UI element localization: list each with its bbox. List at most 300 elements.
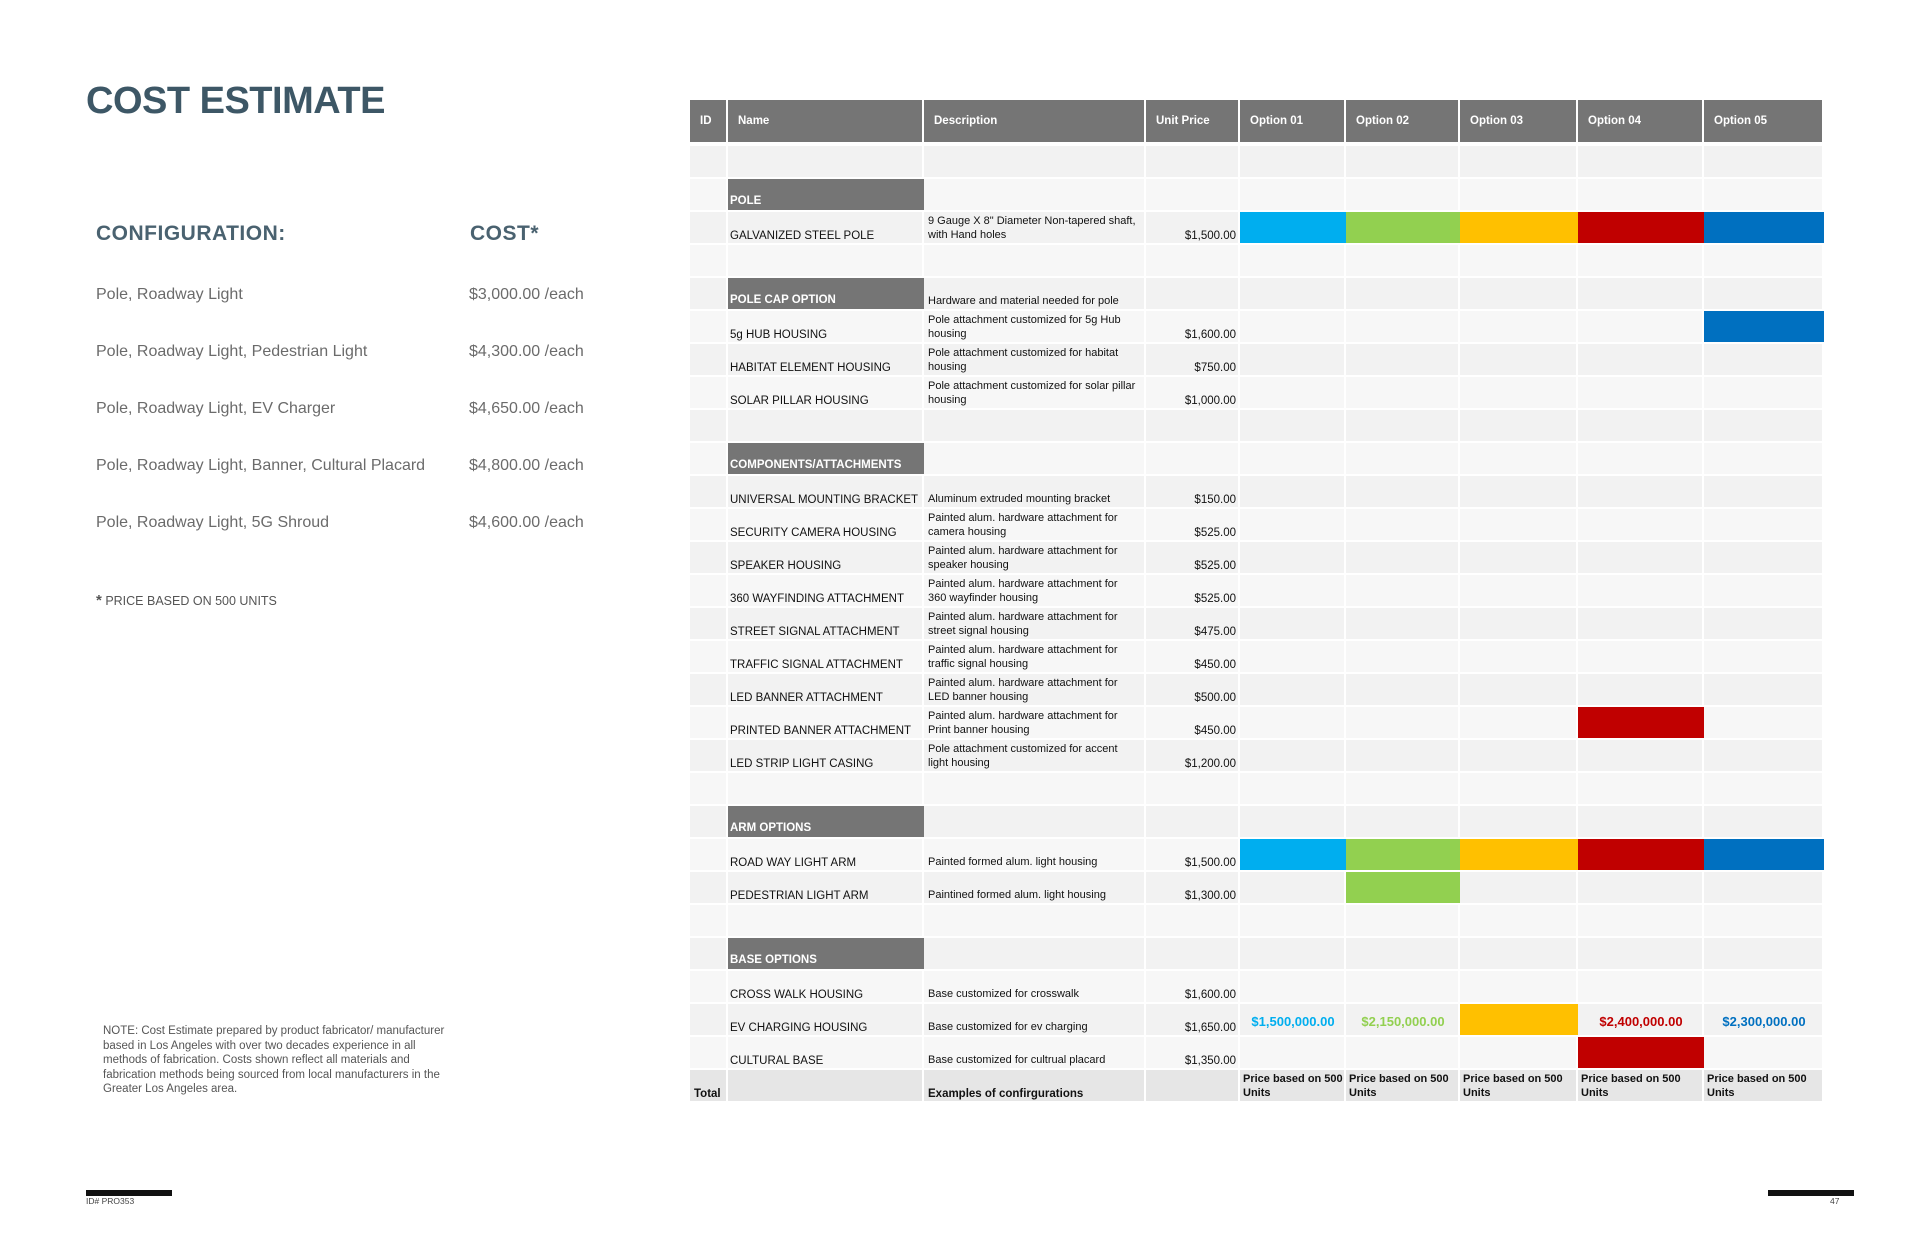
item-description: 9 Gauge X 8" Diameter Non-tapered shaft, with Hand holes [928, 215, 1136, 241]
configuration-price: $4,650.00 /each [469, 400, 584, 417]
item-name: CULTURAL BASE [730, 1055, 824, 1067]
cost-header: COST* [470, 222, 540, 245]
table-cell [1240, 146, 1344, 177]
table-cell [1578, 740, 1702, 771]
table-cell [1346, 509, 1458, 540]
table-cell [1704, 443, 1822, 474]
table-cell [1460, 971, 1576, 1002]
item-description: Pole attachment customized for 5g Hub housing [928, 314, 1121, 340]
table-cell [690, 245, 726, 276]
table-cell [1704, 740, 1822, 771]
item-description: Pole attachment customized for solar pillar housing [928, 380, 1136, 406]
option-4-swatch [1578, 707, 1704, 738]
table-cell [1240, 377, 1344, 408]
item-name: SPEAKER HOUSING [730, 560, 842, 572]
footnote-star: * [96, 592, 102, 609]
table-cell [1578, 773, 1702, 804]
table-cell [1346, 674, 1458, 705]
table-cell [1240, 245, 1344, 276]
option-1-swatch [1240, 839, 1346, 870]
table-cell [1578, 542, 1702, 573]
table-cell [1460, 146, 1576, 177]
option-grand-total: $2,325,000.00 [1477, 1014, 1561, 1029]
item-unit-price: $1,200.00 [1184, 758, 1236, 770]
table-cell [1460, 773, 1576, 804]
table-cell [924, 146, 1144, 177]
document-id: ID# PRO353 [86, 1196, 135, 1206]
table-cell [1346, 344, 1458, 375]
item-unit-price: $450.00 [1194, 659, 1236, 671]
table-cell [1704, 410, 1822, 441]
item-name: HABITAT ELEMENT HOUSING [730, 362, 891, 374]
table-cell [1346, 146, 1458, 177]
table-cell [1460, 311, 1576, 342]
table-row [690, 641, 1824, 674]
section-row [690, 938, 1824, 971]
table-cell [1346, 410, 1458, 441]
spacer-row [690, 905, 1824, 938]
table-cell [1578, 938, 1702, 969]
table-cell [1240, 509, 1344, 540]
item-unit-price: $1,600.00 [1184, 329, 1236, 341]
table-cell [924, 245, 1144, 276]
table-cell [690, 344, 726, 375]
configuration-row [96, 400, 596, 430]
option-3-swatch [1460, 839, 1578, 870]
table-cell [690, 674, 726, 705]
option-5-swatch [1704, 311, 1824, 342]
table-cell [1578, 179, 1702, 210]
table-cell [1346, 179, 1458, 210]
column-header: Description [924, 100, 1146, 142]
table-cell [1578, 146, 1702, 177]
table-cell [924, 773, 1144, 804]
table-cell [1704, 146, 1822, 177]
option-4-swatch [1578, 1037, 1704, 1068]
table-cell [690, 872, 726, 903]
table-cell [1240, 608, 1344, 639]
table-cell [1460, 509, 1576, 540]
table-cell [1704, 938, 1822, 969]
table-cell [690, 212, 726, 243]
table-cell [1704, 278, 1822, 309]
section-title: ARM OPTIONS [728, 806, 924, 837]
item-unit-price: $1,350.00 [1184, 1055, 1236, 1067]
item-description: Aluminum extruded mounting bracket [928, 493, 1111, 505]
item-unit-price: $525.00 [1194, 527, 1236, 539]
table-cell [690, 806, 726, 837]
table-cell [690, 740, 726, 771]
table-cell [1460, 707, 1576, 738]
table-cell [1240, 278, 1344, 309]
table-cell [1240, 905, 1344, 936]
table-cell [690, 509, 726, 540]
table-row [690, 872, 1824, 905]
item-unit-price: $150.00 [1194, 494, 1236, 506]
table-cell [1346, 575, 1458, 606]
table-cell [690, 377, 726, 408]
option-grand-total: $1,500,000.00 [1251, 1014, 1335, 1029]
table-cell [1704, 509, 1822, 540]
column-header: Name [728, 100, 924, 142]
table-cell [924, 443, 1144, 474]
configuration-row [96, 457, 596, 487]
table-cell [1240, 938, 1344, 969]
table-cell [1460, 542, 1576, 573]
configuration-header: CONFIGURATION: [96, 222, 286, 245]
table-cell [1460, 344, 1576, 375]
table-row [690, 608, 1824, 641]
configuration-price: $4,800.00 /each [469, 457, 584, 474]
option-5-swatch [1704, 212, 1824, 243]
table-cell [690, 971, 726, 1002]
table-row [690, 707, 1824, 740]
table-cell [1460, 179, 1576, 210]
option-5-swatch [1704, 839, 1824, 870]
item-unit-price: $450.00 [1194, 725, 1236, 737]
table-cell [1240, 674, 1344, 705]
table-cell [1704, 344, 1822, 375]
table-cell [1578, 278, 1702, 309]
total-label: Total [694, 1088, 721, 1100]
price-footnote [96, 592, 277, 609]
item-description: Painted alum. hardware attachment for traffic signal housing [928, 644, 1118, 670]
item-unit-price: $1,500.00 [1184, 857, 1236, 869]
option-2-swatch [1346, 839, 1460, 870]
table-cell [1346, 971, 1458, 1002]
table-cell [690, 905, 726, 936]
table-row [690, 542, 1824, 575]
table-cell [1704, 872, 1822, 903]
table-cell [690, 410, 726, 441]
table-cell [1704, 773, 1822, 804]
item-name: TRAFFIC SIGNAL ATTACHMENT [730, 659, 903, 671]
item-name: PRINTED BANNER ATTACHMENT [730, 725, 912, 737]
table-cell [1460, 278, 1576, 309]
spacer-row [690, 245, 1824, 278]
table-cell [1460, 1037, 1576, 1068]
table-cell [1578, 674, 1702, 705]
table-cell [1460, 245, 1576, 276]
option-4-swatch [1578, 839, 1704, 870]
column-header: ID [690, 100, 728, 142]
table-cell [1704, 707, 1822, 738]
table-cell [1240, 740, 1344, 771]
table-cell [1460, 674, 1576, 705]
configuration-name: Pole, Roadway Light, 5G Shroud [96, 514, 330, 531]
option-price-note: Price based on 500 Units [1707, 1073, 1807, 1099]
table-cell [1240, 179, 1344, 210]
table-cell [1704, 971, 1822, 1002]
table-cell [1346, 476, 1458, 507]
configuration-name: Pole, Roadway Light, EV Charger [96, 400, 336, 417]
table-cell [1578, 509, 1702, 540]
table-cell [690, 1037, 726, 1068]
table-cell [1578, 245, 1702, 276]
table-cell [924, 938, 1144, 969]
item-name: LED STRIP LIGHT CASING [730, 758, 874, 770]
column-header: Option 04 [1578, 100, 1704, 142]
table-cell [1460, 905, 1576, 936]
section-title: BASE OPTIONS [728, 938, 924, 969]
table-cell [1704, 575, 1822, 606]
table-cell [690, 707, 726, 738]
table-cell [1460, 872, 1576, 903]
table-cell [690, 839, 726, 870]
table-cell [1704, 377, 1822, 408]
table-row [690, 212, 1824, 245]
configuration-price: $3,000.00 /each [469, 286, 584, 303]
table-cell [1704, 806, 1822, 837]
option-price-note: Price based on 500 Units [1349, 1073, 1449, 1099]
table-cell [1578, 971, 1702, 1002]
table-cell [1704, 608, 1822, 639]
table-cell [728, 410, 922, 441]
table-cell [1704, 905, 1822, 936]
item-name: ROAD WAY LIGHT ARM [730, 857, 857, 869]
item-name: SOLAR PILLAR HOUSING [730, 395, 869, 407]
table-cell [1146, 146, 1238, 177]
item-name: STREET SIGNAL ATTACHMENT [730, 626, 900, 638]
table-row [690, 839, 1824, 872]
table-cell [728, 773, 922, 804]
section-description: Hardware and material needed for pole [928, 295, 1119, 307]
table-cell [1460, 575, 1576, 606]
item-description: Painted alum. hardware attachment for Print banner housing [928, 710, 1118, 736]
fabrication-note: NOTE: Cost Estimate prepared by product fabricator/ manufacturer based in Los Angeles with over two decades experience in all methods of fabrication. Costs shown reflect all materials and fabrication methods being sourced from local manufacturers in the Greater Los Angeles area. [103, 1025, 445, 1095]
column-header: Option 01 [1240, 100, 1346, 142]
table-cell [690, 179, 726, 210]
section-title: POLE [728, 179, 924, 210]
page-title: COST ESTIMATE [86, 80, 385, 122]
table-cell [1346, 905, 1458, 936]
table-cell [690, 311, 726, 342]
item-description: Base customized for ev charging [928, 1021, 1088, 1033]
option-grand-total: $2,300,000.00 [1722, 1014, 1806, 1029]
spacer-row [690, 773, 1824, 806]
table-cell [1578, 872, 1702, 903]
table-cell [1240, 971, 1344, 1002]
table-cell [728, 146, 922, 177]
table-cell [1240, 773, 1344, 804]
table-cell [690, 542, 726, 573]
table-cell [1146, 773, 1238, 804]
total-row [690, 1070, 1824, 1103]
table-cell [1146, 245, 1238, 276]
table-cell [924, 806, 1144, 837]
item-description: Painted alum. hardware attachment for street signal housing [928, 611, 1118, 637]
table-row [690, 674, 1824, 707]
table-row [690, 1037, 1824, 1070]
table-cell [1146, 905, 1238, 936]
section-row [690, 443, 1824, 476]
table-cell [1240, 707, 1344, 738]
column-header: Option 02 [1346, 100, 1460, 142]
table-cell [1346, 641, 1458, 672]
item-name: GALVANIZED STEEL POLE [730, 230, 875, 242]
table-cell [690, 476, 726, 507]
option-grand-total: $2,400,000.00 [1599, 1014, 1683, 1029]
item-unit-price: $1,300.00 [1184, 890, 1236, 902]
item-description: Base customized for crosswalk [928, 988, 1079, 1000]
column-header: Option 05 [1704, 100, 1824, 142]
table-cell [1346, 773, 1458, 804]
table-cell [690, 1004, 726, 1035]
table-row [690, 509, 1824, 542]
column-header: Unit Price [1146, 100, 1240, 142]
table-cell [1460, 377, 1576, 408]
option-grand-total: $2,150,000.00 [1361, 1014, 1445, 1029]
table-cell [1146, 278, 1238, 309]
section-row [690, 806, 1824, 839]
table-row [690, 476, 1824, 509]
item-name: PEDESTRIAN LIGHT ARM [730, 890, 869, 902]
option-2-swatch [1346, 212, 1460, 243]
table-cell [1240, 443, 1344, 474]
item-description: Pole attachment customized for habitat housing [928, 347, 1119, 373]
table-cell [1240, 344, 1344, 375]
table-cell [1704, 1037, 1822, 1068]
item-description: Painted alum. hardware attachment for speaker housing [928, 545, 1118, 571]
table-cell [1146, 410, 1238, 441]
table-cell [924, 905, 1144, 936]
spacer-row [690, 410, 1824, 443]
option-4-swatch [1578, 212, 1704, 243]
table-cell [1704, 476, 1822, 507]
configuration-price: $4,600.00 /each [469, 514, 584, 531]
table-cell [690, 575, 726, 606]
section-row [690, 278, 1824, 311]
table-cell [1578, 476, 1702, 507]
table-cell [1346, 443, 1458, 474]
table-cell [1460, 443, 1576, 474]
table-cell [1346, 377, 1458, 408]
table-cell [1240, 410, 1344, 441]
table-cell [1240, 476, 1344, 507]
configuration-row [96, 343, 596, 373]
item-unit-price: $525.00 [1194, 593, 1236, 605]
item-name: SECURITY CAMERA HOUSING [730, 527, 897, 539]
table-cell [924, 410, 1144, 441]
item-unit-price: $1,600.00 [1184, 989, 1236, 1001]
table-cell [1146, 443, 1238, 474]
table-cell [1146, 179, 1238, 210]
item-unit-price: $475.00 [1194, 626, 1236, 638]
table-cell [1578, 905, 1702, 936]
item-description: Painted alum. hardware attachment for 360 wayfinder housing [928, 578, 1118, 604]
table-cell [1704, 674, 1822, 705]
option-price-note: Price based on 500 Units [1243, 1073, 1343, 1099]
table-cell [1460, 410, 1576, 441]
footnote-text: PRICE BASED ON 500 UNITS [101, 594, 277, 608]
option-3-swatch [1460, 212, 1578, 243]
configuration-name: Pole, Roadway Light, Pedestrian Light [96, 343, 368, 360]
table-cell [1346, 707, 1458, 738]
table-cell [1460, 806, 1576, 837]
table-cell [1704, 245, 1822, 276]
column-header: Option 03 [1460, 100, 1578, 142]
table-cell [690, 608, 726, 639]
table-cell [1460, 641, 1576, 672]
item-description: Pole attachment customized for accent light housing [928, 743, 1118, 769]
table-cell [1240, 641, 1344, 672]
option-price-note: Price based on 500 Units [1581, 1073, 1681, 1099]
spacer-row [690, 146, 1824, 179]
table-cell [1460, 476, 1576, 507]
table-cell [690, 938, 726, 969]
table-cell [1578, 311, 1702, 342]
item-unit-price: $525.00 [1194, 560, 1236, 572]
table-cell [1346, 806, 1458, 837]
item-unit-price: $1,500.00 [1184, 230, 1236, 242]
section-title: COMPONENTS/ATTACHMENTS [728, 443, 924, 474]
table-row [690, 377, 1824, 410]
table-cell [1704, 542, 1822, 573]
table-cell [1460, 608, 1576, 639]
item-unit-price: $750.00 [1194, 362, 1236, 374]
configuration-name: Pole, Roadway Light [96, 286, 243, 303]
table-cell [1578, 410, 1702, 441]
table-cell [1240, 1037, 1344, 1068]
table-cell [690, 278, 726, 309]
table-row [690, 740, 1824, 773]
table-cell [1346, 245, 1458, 276]
table-cell [1704, 179, 1822, 210]
table-cell [1146, 806, 1238, 837]
table-row [690, 971, 1824, 1004]
table-cell [728, 1070, 922, 1101]
table-row [690, 311, 1824, 344]
table-cell [1460, 938, 1576, 969]
table-cell [1346, 938, 1458, 969]
option-1-swatch [1240, 212, 1346, 243]
table-cell [1146, 1070, 1238, 1101]
item-description: Painted formed alum. light housing [928, 856, 1098, 868]
item-name: UNIVERSAL MOUNTING BRACKET [730, 494, 919, 506]
page-number: 47 [1830, 1196, 1840, 1206]
table-cell [1240, 575, 1344, 606]
table-cell [728, 245, 922, 276]
item-name: EV CHARGING HOUSING [730, 1022, 868, 1034]
table-cell [1460, 740, 1576, 771]
item-unit-price: $500.00 [1194, 692, 1236, 704]
item-name: CROSS WALK HOUSING [730, 989, 864, 1001]
table-cell [1578, 641, 1702, 672]
table-cell [1240, 311, 1344, 342]
table-cell [1240, 542, 1344, 573]
table-cell [1578, 377, 1702, 408]
table-cell [1346, 608, 1458, 639]
item-name: 5g HUB HOUSING [730, 329, 828, 341]
option-2-swatch [1346, 872, 1460, 903]
table-cell [1146, 938, 1238, 969]
table-cell [1704, 641, 1822, 672]
table-row [690, 575, 1824, 608]
table-cell [690, 641, 726, 672]
configuration-row [96, 286, 596, 316]
table-cell [1578, 575, 1702, 606]
configuration-price: $4,300.00 /each [469, 343, 584, 360]
item-name: 360 WAYFINDING ATTACHMENT [730, 593, 905, 605]
configuration-name: Pole, Roadway Light, Banner, Cultural Placard [96, 457, 426, 474]
table-cell [1346, 542, 1458, 573]
table-cell [690, 443, 726, 474]
item-name: LED BANNER ATTACHMENT [730, 692, 883, 704]
table-cell [1578, 344, 1702, 375]
footer-rule-right [1768, 1190, 1854, 1196]
table-cell [1346, 278, 1458, 309]
table-cell [1346, 1037, 1458, 1068]
